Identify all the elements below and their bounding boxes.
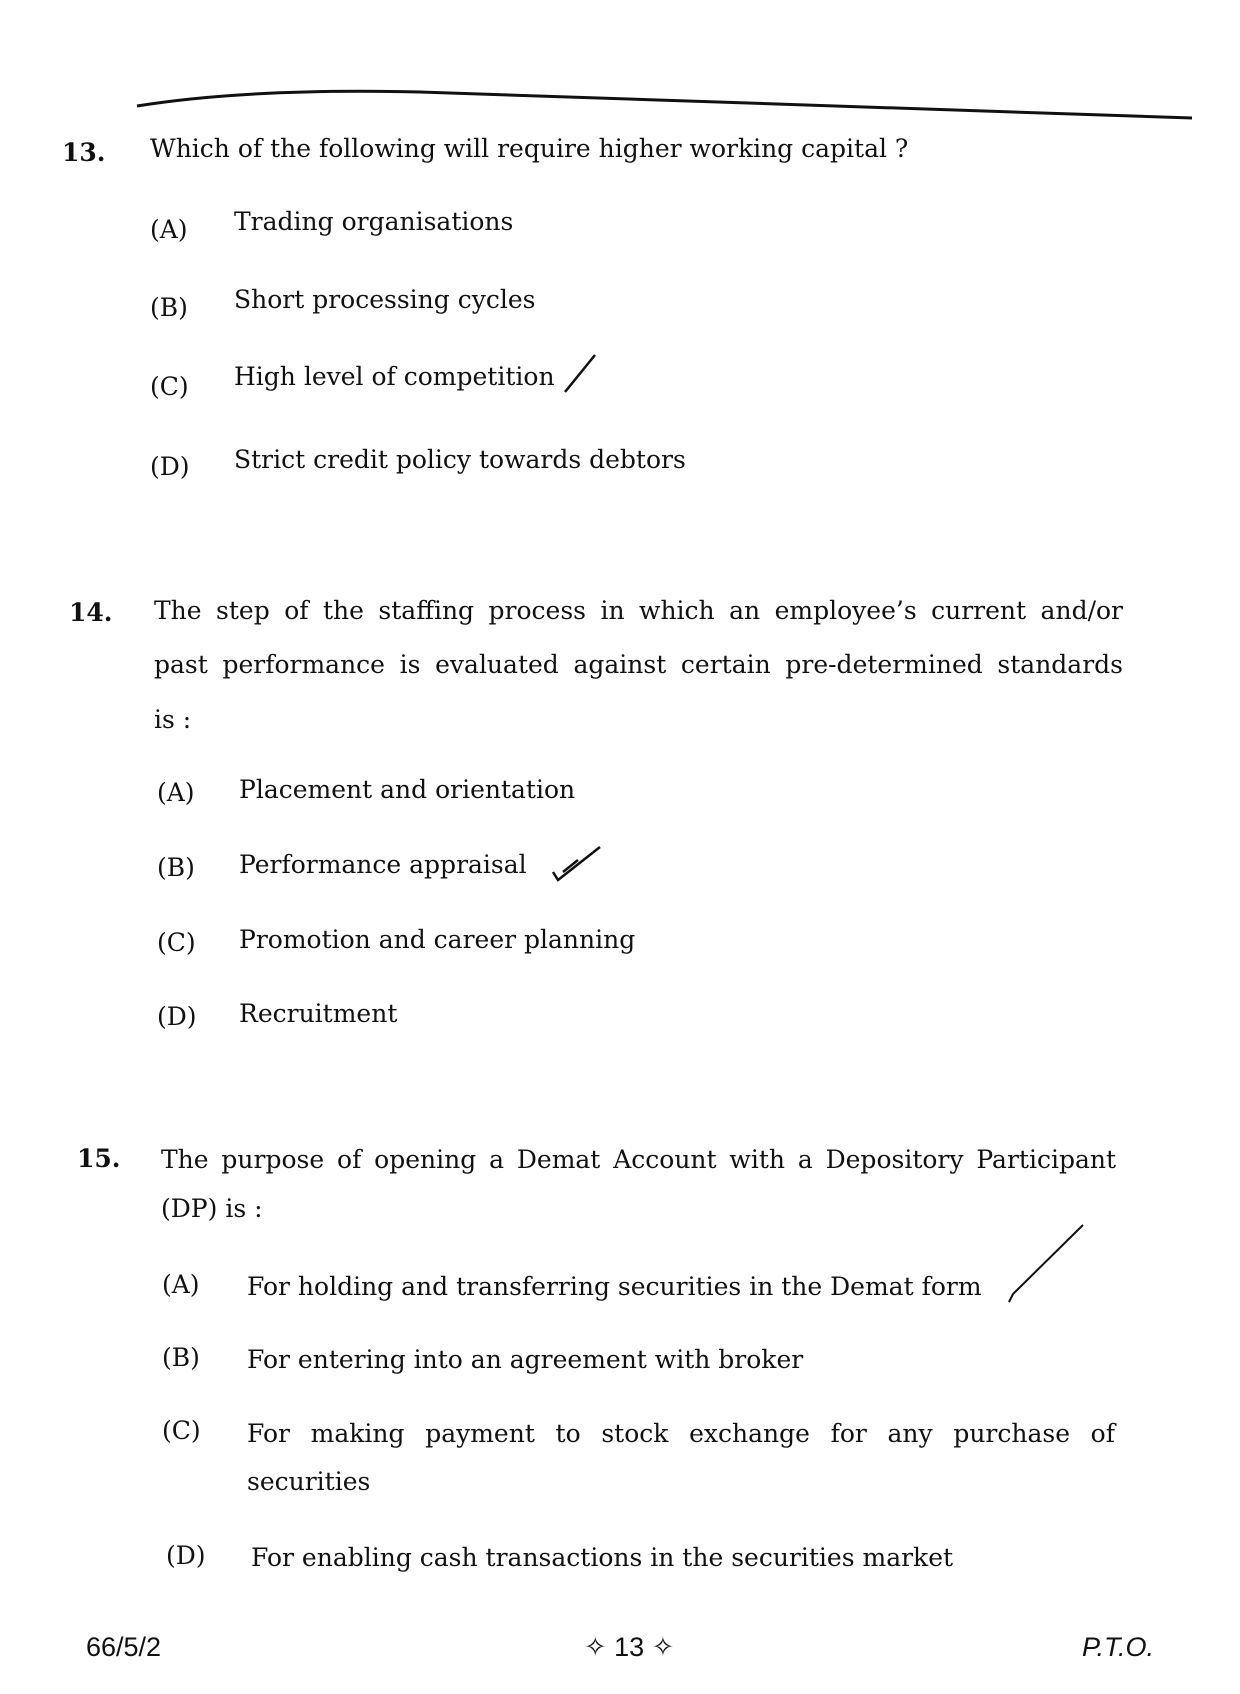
option-text: For making payment to stock exchange for any purchase of (247, 1419, 1115, 1448)
question-number: 14. (69, 598, 113, 627)
option-label: (C) (162, 1416, 201, 1445)
top-rule (0, 0, 1240, 130)
option-label: (B) (157, 853, 195, 882)
option-text: High level of competition (234, 362, 555, 391)
option-label: (B) (150, 293, 188, 322)
page-number: ✧ 13 ✧ (584, 1632, 675, 1662)
question-text: Which of the following will require higher working capital ? (150, 134, 909, 163)
option-label: (C) (157, 928, 196, 957)
question-text: (DP) is : (161, 1194, 263, 1223)
option-text: Performance appraisal (239, 850, 527, 879)
checkmark-icon (560, 350, 600, 400)
option-text: Short processing cycles (234, 285, 536, 314)
option-label: (A) (150, 215, 188, 244)
paper-code: 66/5/2 (86, 1632, 162, 1662)
question-number: 15. (77, 1144, 121, 1173)
option-label: (D) (166, 1541, 206, 1570)
option-text: For enabling cash transactions in the securities market (251, 1543, 954, 1572)
page-number-value: 13 (614, 1632, 645, 1662)
option-text: securities (247, 1467, 371, 1496)
option-label: (B) (162, 1343, 200, 1372)
question-text: is : (154, 705, 192, 734)
checkmark-icon (1005, 1220, 1095, 1310)
option-text: For entering into an agreement with broker (247, 1345, 804, 1374)
option-text: For holding and transferring securities in the Demat form (247, 1272, 982, 1301)
question-text: past performance is evaluated against certain pre-determined standards (154, 650, 1123, 679)
option-label: (A) (157, 778, 195, 807)
option-text: Placement and orientation (239, 775, 576, 804)
option-label: (A) (162, 1270, 200, 1299)
checkmark-icon (548, 842, 608, 892)
option-label: (C) (150, 372, 189, 401)
option-text: Recruitment (239, 999, 398, 1028)
option-text: Strict credit policy towards debtors (234, 445, 686, 474)
question-text: The purpose of opening a Demat Account with a Depository Participant (161, 1145, 1116, 1174)
option-text: Trading organisations (234, 207, 514, 236)
question-number: 13. (62, 138, 106, 167)
option-label: (D) (150, 452, 190, 481)
option-text: Promotion and career planning (239, 925, 636, 954)
option-label: (D) (157, 1002, 197, 1031)
pto-label: P.T.O. (1082, 1632, 1155, 1662)
question-text: The step of the staffing process in which an employee’s current and/or (154, 596, 1123, 625)
